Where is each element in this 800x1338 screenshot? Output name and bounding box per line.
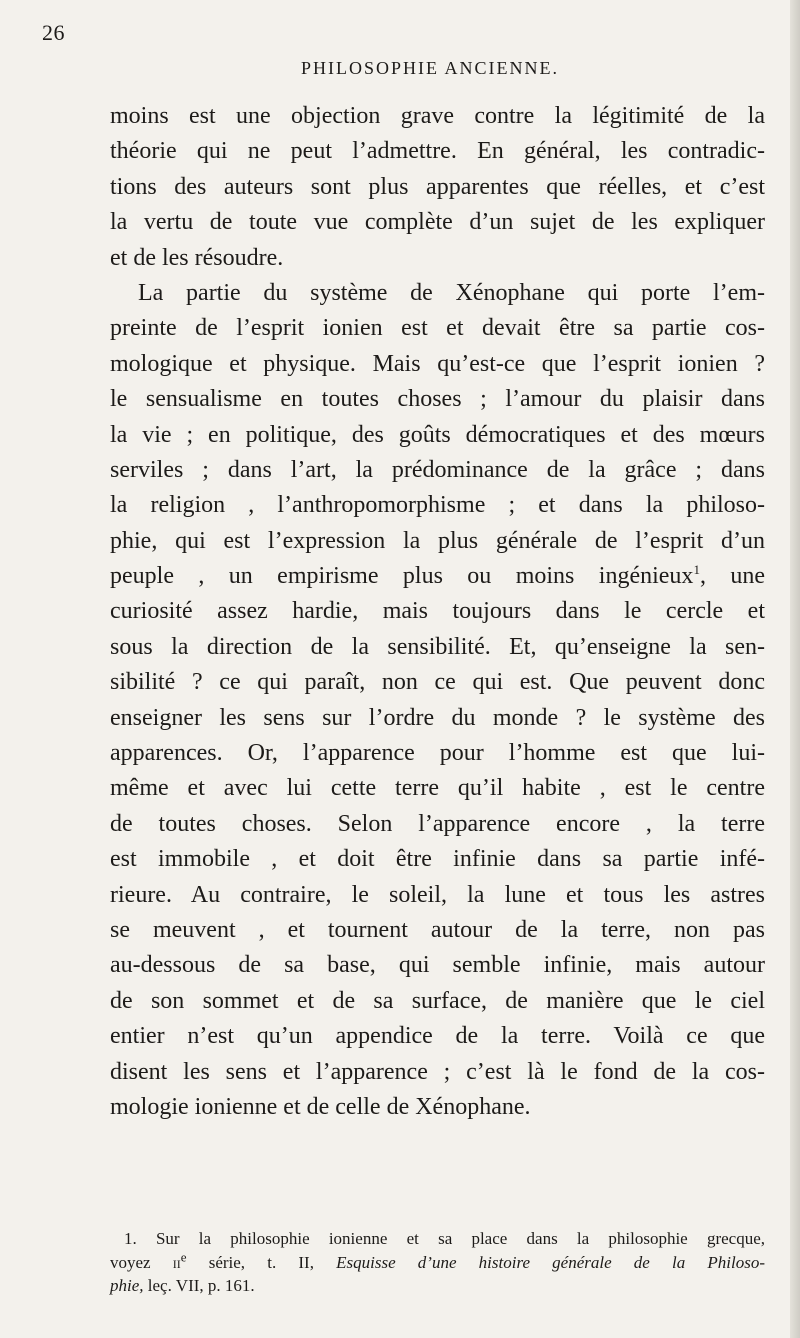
text-line: enseigner les sens sur l’ordre du monde ? le système des <box>110 704 765 731</box>
text-line: la religion , l’anthropomorphisme ; et dans la philoso- <box>110 492 765 519</box>
text-line: curiosité assez hardie, mais toujours dans le cercle et <box>110 598 765 625</box>
footnote-number: 1. <box>124 1229 137 1248</box>
text-line: sibilité ? ce qui paraît, non ce qui est. Que peuvent donc <box>110 669 765 696</box>
text-line: mologique et physique. Mais qu’est-ce que l’esprit ionien ? <box>110 350 765 377</box>
body-text <box>110 99 765 1125</box>
text-line: preinte de l’esprit ionien est et devait être sa partie cos- <box>110 315 765 342</box>
text-line: théorie qui ne peut l’admettre. En général, les contradic- <box>110 138 765 165</box>
running-head: PHILOSOPHIE ANCIENNE. <box>301 58 559 78</box>
text-line: moins est une objection grave contre la légitimité de la <box>110 103 765 129</box>
text-line: serviles ; dans l’art, la prédominance de la grâce ; dans <box>110 456 765 483</box>
footnote-line <box>110 1227 765 1251</box>
footnote-series-number: ii <box>172 1252 181 1272</box>
text-line: la vie ; en politique, des goûts démocratiques et des mœurs <box>110 421 765 448</box>
text-line: entier n’est qu’un appendice de la terre. Voilà ce que <box>110 1023 765 1050</box>
text-line: même et avec lui cette terre qu’il habite , est le centre <box>110 775 765 802</box>
text-line: disent les sens et l’apparence ; c’est là le fond de la cos- <box>110 1058 765 1085</box>
footnote <box>110 1227 765 1298</box>
text-line: de son sommet et de sa surface, de manière que le ciel <box>110 987 765 1014</box>
text-fragment: , une <box>699 563 765 590</box>
footnote-superscript: e <box>180 1248 187 1264</box>
page-edge <box>790 0 800 1338</box>
text-line: le sensualisme en toutes choses ; l’amour du plaisir dans <box>110 386 765 413</box>
text-line: de toutes choses. Selon l’apparence encore , la terre <box>110 810 765 837</box>
footnote-line <box>110 1248 766 1275</box>
text-line: apparences. Or, l’apparence pour l’homme est que lui- <box>110 740 765 767</box>
footnote-line <box>110 1274 765 1298</box>
text-line-with-note <box>110 559 765 594</box>
text-line: est immobile , et doit être infinie dans sa partie infé- <box>110 846 765 873</box>
text-line: La partie du système de Xénophane qui porte l’em- <box>138 279 765 306</box>
text-line: sous la direction de la sensibilité. Et, qu’enseigne la sen- <box>110 633 765 660</box>
text-line: et de les résoudre. <box>110 244 284 271</box>
footnote-text: voyez <box>110 1252 151 1272</box>
text-fragment: peuple , un empirisme plus ou moins ingénieux <box>110 563 694 590</box>
footnote-text: leç. VII, p. 161. <box>147 1276 255 1295</box>
footnote-marker: 1 <box>693 562 700 578</box>
text-line: mologie ionienne et de celle de Xénophane. <box>110 1093 531 1120</box>
footnote-title: Esquisse d’une histoire générale de la Philoso- <box>336 1252 766 1272</box>
text-line: rieure. Au contraire, le soleil, la lune et tous les astres <box>110 881 765 908</box>
text-line: tions des auteurs sont plus apparentes que réelles, et c’est <box>110 173 765 200</box>
footnote-title: phie, <box>110 1276 144 1295</box>
footnote-text: Sur la philosophie ionienne et sa place dans la philosophie grecque, <box>155 1229 765 1248</box>
text-line: phie, qui est l’expression la plus générale de l’esprit d’un <box>110 527 765 554</box>
text-line: se meuvent , et tournent autour de la terre, non pas <box>110 916 765 943</box>
text-line: la vertu de toute vue complète d’un sujet de les expliquer <box>110 209 765 236</box>
footnote-text: série, t. II, <box>208 1252 314 1272</box>
page-number: 26 <box>42 20 65 45</box>
text-line: au-dessous de sa base, qui semble infinie, mais autour <box>110 952 765 979</box>
